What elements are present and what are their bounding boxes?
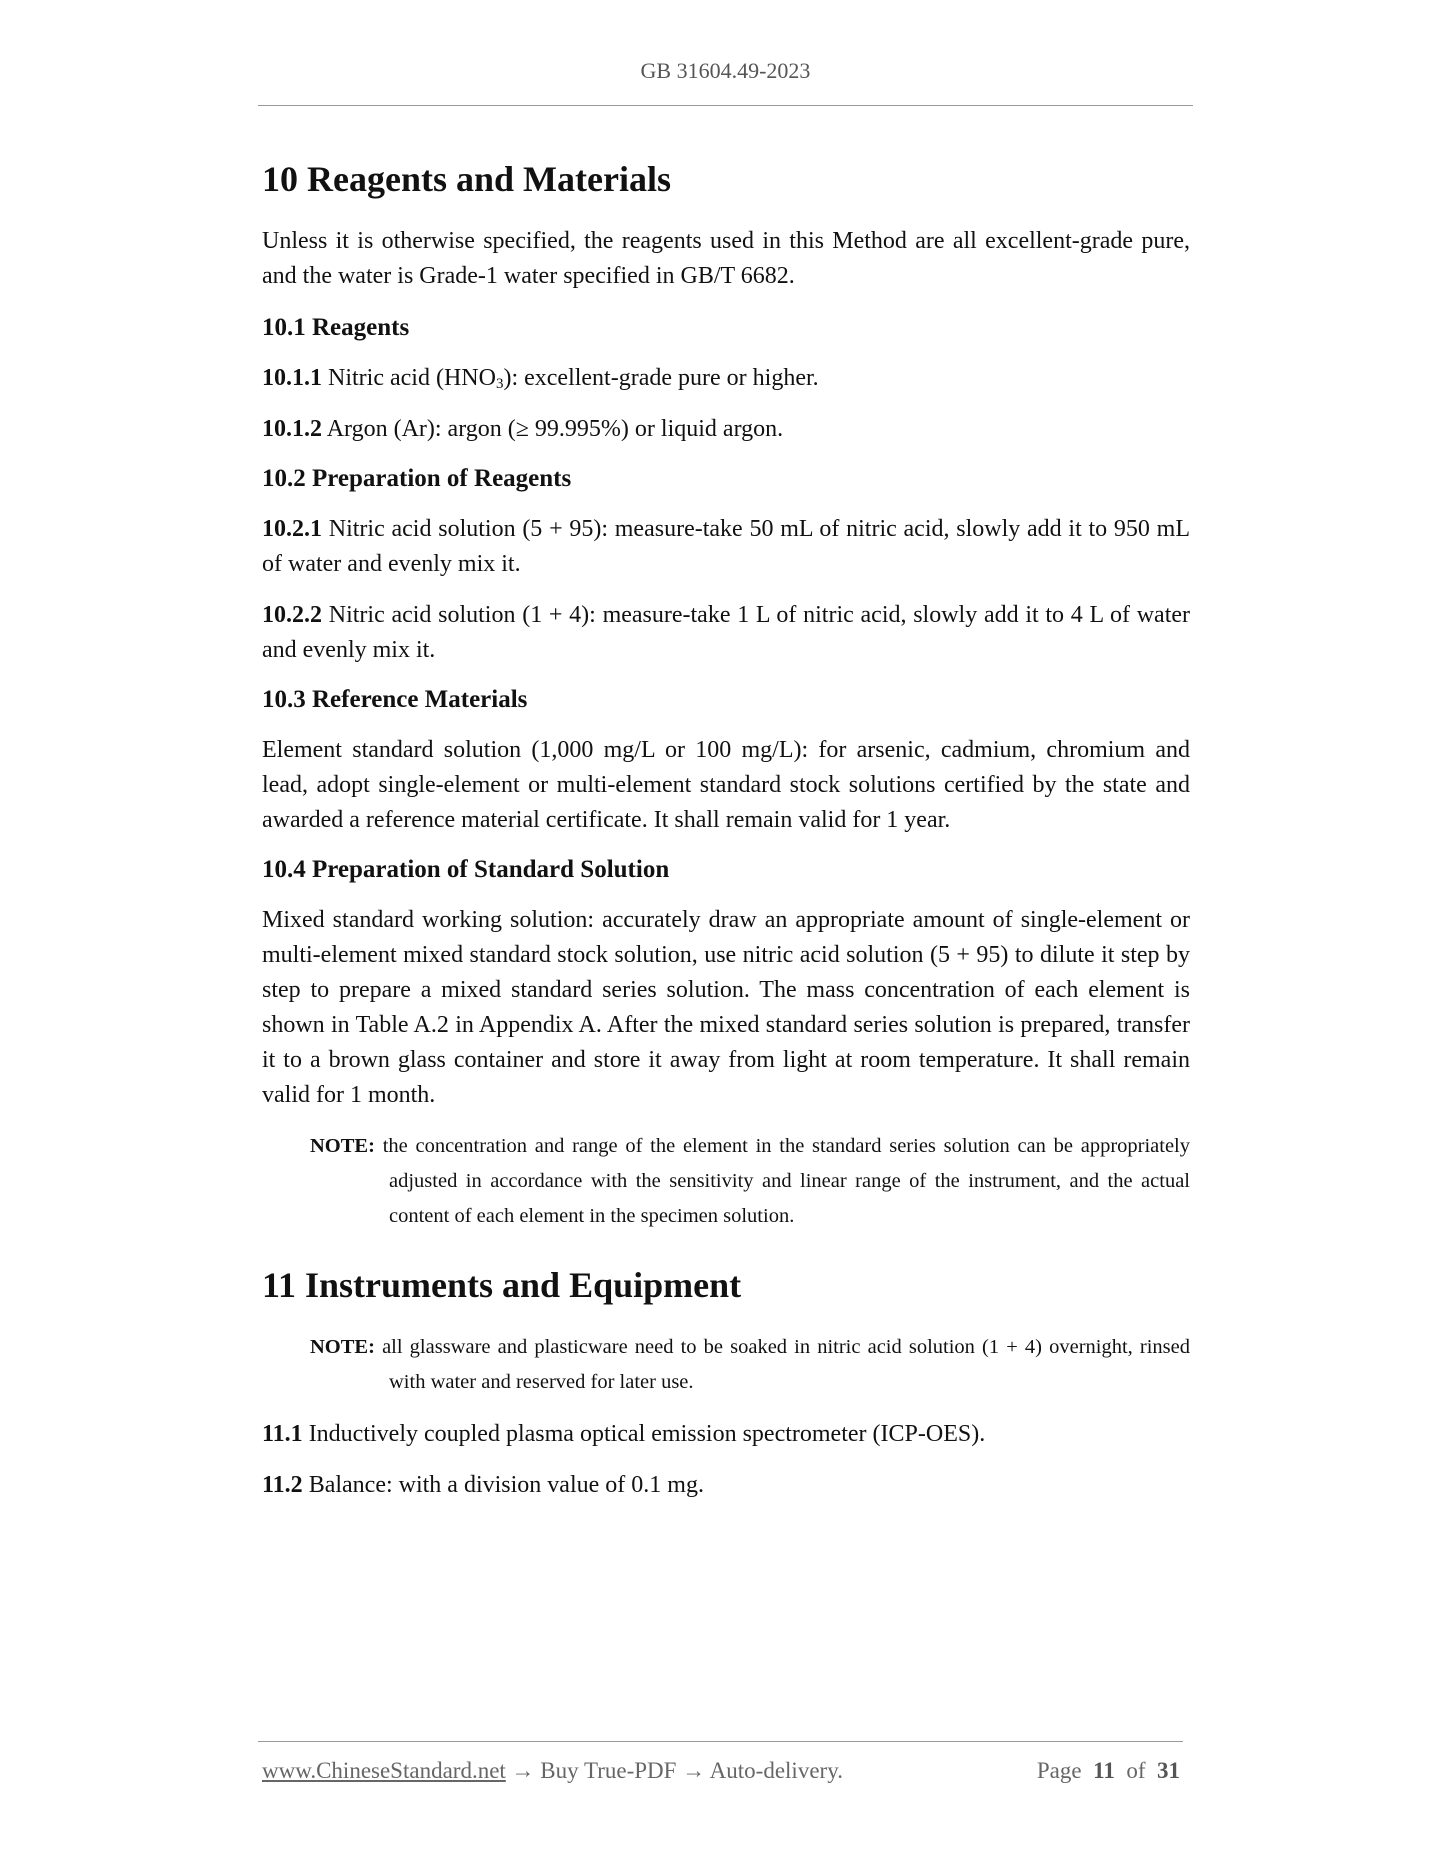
website-link[interactable]: www.ChineseStandard.net [262,1758,506,1783]
clause-number: 11.2 [262,1472,303,1498]
footer-buy-text: Buy True-PDF [540,1758,677,1783]
arrow-right-icon: → [682,1758,706,1783]
note-11 [310,1330,1190,1400]
note-label: NOTE: [310,1135,375,1157]
footer-divider [258,1741,1183,1742]
note-label: NOTE: [310,1336,375,1358]
clause-number: 10.1.1 [262,365,322,391]
clause-10-1-2 [262,412,1190,447]
current-page: 11 [1093,1758,1115,1783]
footer-delivery-text: Auto-delivery. [709,1758,843,1783]
clause-text: ): excellent-grade pure or higher. [503,365,819,391]
subscript: 3 [495,376,504,392]
footer-promo [262,1758,843,1784]
clause-10-2-2 [262,598,1190,668]
section-10-3-title: 10.3 Reference Materials [262,686,528,713]
clause-10-2-1 [262,512,1190,582]
section-10-1-title: 10.1 Reagents [262,314,410,341]
document-body [262,158,1190,1503]
clause-11-2 [262,1468,1190,1503]
arrow-right-icon: → [511,1758,535,1783]
section-10-4-title: 10.4 Preparation of Standard Solution [262,856,670,883]
of-word: of [1126,1758,1146,1783]
clause-text: Nitric acid (HNO [328,365,496,391]
page-word: Page [1036,1758,1082,1783]
note-text: the concentration and range of the element in the standard series solution can be appropriately adjusted in accordance with the sensitivity and linear range of the instrument, and the actual content of each element in the specimen solution. [382,1135,1191,1227]
clause-text: Argon (Ar): argon (≥ 99.995%) or liquid argon. [326,416,784,442]
clause-text: Balance: with a division value of 0.1 mg. [308,1472,704,1498]
clause-text: Inductively coupled plasma optical emission spectrometer (ICP-OES). [308,1421,986,1447]
note-text: all glassware and plasticware need to be soaked in nitric acid solution (1 + 4) overnight, rinsed with water and reserved for later use. [382,1336,1190,1393]
section-10-3-text: Element standard solution (1,000 mg/L or 100 mg/L): for arsenic, cadmium, chromium and lead, adopt single-element or multi-element standard stock solutions certified by the state and awarded a reference material certificate. It shall remain valid for 1 year. [262,737,1190,833]
clause-number: 10.2.2 [262,602,322,628]
section-10-title: 10 Reagents and Materials [262,159,671,199]
clause-10-1-1 [262,361,1190,396]
clause-number: 11.1 [262,1421,303,1447]
clause-number: 10.1.2 [262,416,322,442]
clause-number: 10.2.1 [262,516,322,542]
clause-text: Nitric acid solution (1 + 4): measure-take 1 L of nitric acid, slowly add it to 4 L of water and evenly mix it. [262,602,1191,663]
section-10-4-text: Mixed standard working solution: accurately draw an appropriate amount of single-element or multi-element mixed standard stock solution, use nitric acid solution (5 + 95) to dilute it step by step to prepare a mixed standard series solution. The mass concentration of each element is shown in Table A.2 in Appendix A. After the mixed standard series solution is prepared, transfer it to a brown glass container and store it away from light at room temperature. It shall remain valid for 1 month. [262,907,1190,1108]
clause-11-1 [262,1417,1190,1452]
note-10-4 [310,1129,1190,1234]
section-10-intro: Unless it is otherwise specified, the reagents used in this Method are all excellent-grade pure, and the water is Grade-1 water specified in GB/T 6682. [262,228,1190,289]
page-header-standard-code: GB 31604.49-2023 [640,58,811,83]
section-10-2-title: 10.2 Preparation of Reagents [262,465,572,492]
header-divider [258,105,1193,106]
section-11-title: 11 Instruments and Equipment [262,1265,742,1305]
clause-text: Nitric acid solution (5 + 95): measure-take 50 mL of nitric acid, slowly add it to 950 mL of water and evenly mix it. [262,516,1191,577]
page-number [1037,1758,1180,1784]
total-pages: 31 [1157,1758,1180,1783]
